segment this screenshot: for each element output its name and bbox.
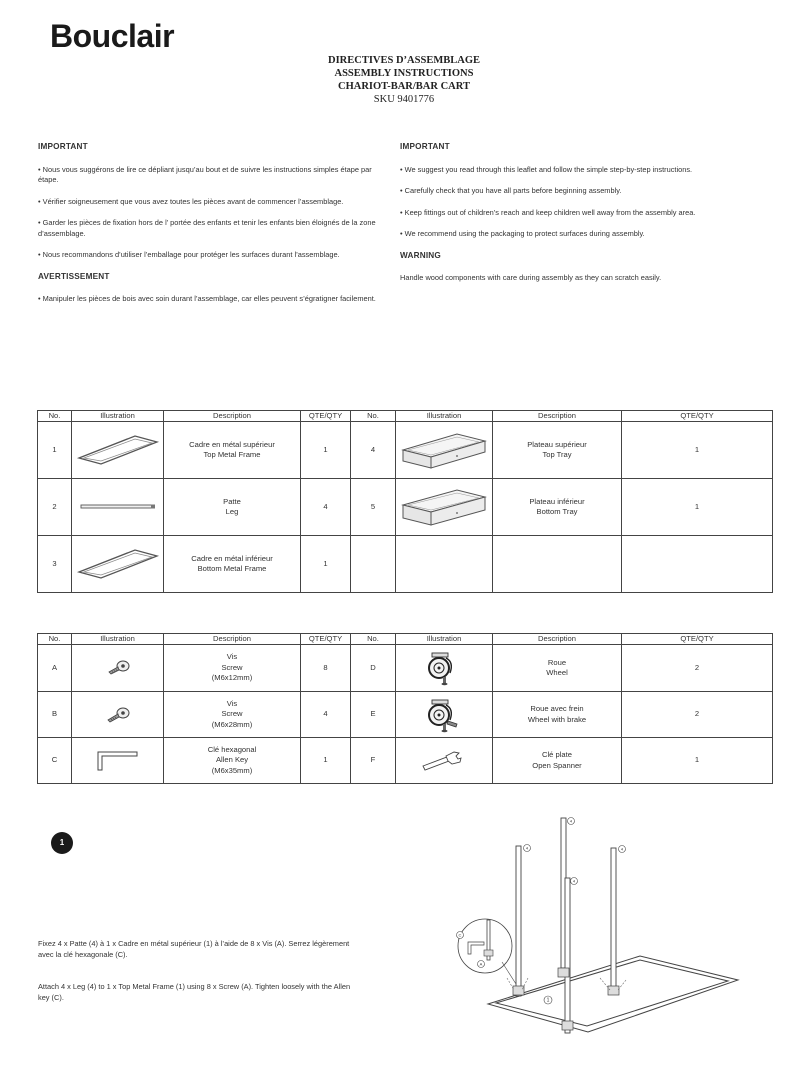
important-heading-fr: IMPORTANT xyxy=(38,142,88,151)
instruction-fr-2: • Vérifier soigneusement que vous avez toutes les pièces avant de commencer l’assemblage. xyxy=(38,196,344,206)
leg-label: 4 xyxy=(569,818,573,824)
hardware-table xyxy=(37,633,773,784)
instruction-en-3: • Keep fittings out of children’s reach and keep children well away from the assembly area. xyxy=(400,207,696,217)
step1-text-fr: Fixez 4 x Patte (4) à 1 x Cadre en métal supérieur (1) à l’aide de 8 x Vis (A). Serrez légèrement avec la clé hexagonale (C). xyxy=(38,939,350,959)
instruction-fr-1: • Nous vous suggérons de lire ce dépliant jusqu’au bout et de suivre les instructions simples étape par étape. xyxy=(38,164,372,184)
document-titles xyxy=(254,54,554,106)
header-illustration: Illustration xyxy=(72,411,164,422)
table-row xyxy=(38,692,773,738)
top-tray-illustration xyxy=(396,422,493,479)
warning-en: Handle wood components with care during assembly as they can scratch easily. xyxy=(400,273,662,282)
allen-key-illustration xyxy=(72,738,164,784)
header-no: No. xyxy=(351,634,396,645)
header-illustration: Illustration xyxy=(396,634,493,645)
screw-icon xyxy=(103,659,133,677)
instructions-french xyxy=(38,142,393,316)
table-row xyxy=(38,422,773,479)
step1-text-en: Attach 4 x Leg (4) to 1 x Top Metal Frame (1) using 8 x Screw (A). Tighten loosely with the Allen key (C). xyxy=(38,982,351,1002)
part-number: D xyxy=(351,645,396,692)
header-description: Description xyxy=(164,411,301,422)
bottom-tray-icon xyxy=(399,485,489,529)
title-product: CHARIOT-BAR/BAR CART xyxy=(338,81,470,92)
step-number-badge: 1 xyxy=(51,832,73,854)
header-qty: QTE/QTY xyxy=(301,411,351,422)
important-heading-en: IMPORTANT xyxy=(400,142,450,151)
part-number: F xyxy=(351,738,396,784)
part-qty: 1 xyxy=(622,479,773,536)
wheel-icon xyxy=(424,648,464,688)
top-frame-illustration xyxy=(72,422,164,479)
screw-icon xyxy=(103,706,133,724)
part-description: Cadre en métal supérieur Top Metal Frame xyxy=(164,422,301,479)
bottom-tray-illustration xyxy=(396,479,493,536)
instruction-fr-4: • Nous recommandons d’utiliser l’emballage pour protéger les surfaces durant l’assemblage. xyxy=(38,250,340,259)
part-qty: 2 xyxy=(622,645,773,692)
leg-label: 4 xyxy=(525,845,529,851)
header-no: No. xyxy=(38,411,72,422)
empty-cell xyxy=(622,536,773,593)
allen-key-icon xyxy=(93,748,143,774)
part-description: Plateau supérieur Top Tray xyxy=(493,422,622,479)
parts-header-row xyxy=(38,411,773,422)
part-number: 4 xyxy=(351,422,396,479)
header-description: Description xyxy=(493,634,622,645)
header-no: No. xyxy=(351,411,396,422)
header-qty: QTE/QTY xyxy=(301,634,351,645)
warning-heading-fr: AVERTISSEMENT xyxy=(38,271,110,281)
bottom-frame-illustration xyxy=(72,536,164,593)
table-row xyxy=(38,536,773,593)
part-number: A xyxy=(38,645,72,692)
top-tray-icon xyxy=(399,428,489,472)
part-description: Clé plate Open Spanner xyxy=(493,738,622,784)
leg-illustration xyxy=(72,479,164,536)
instruction-en-4: • We recommend using the packaging to protect surfaces during assembly. xyxy=(400,229,645,238)
part-qty: 1 xyxy=(301,422,351,479)
warning-heading-en: WARNING xyxy=(400,250,441,260)
leg-icon xyxy=(75,500,161,514)
screw-b-illustration xyxy=(72,692,164,738)
empty-cell xyxy=(396,536,493,593)
part-qty: 4 xyxy=(301,479,351,536)
screw-a-illustration xyxy=(72,645,164,692)
wheel-illustration xyxy=(396,645,493,692)
part-number: 3 xyxy=(38,536,72,593)
instruction-fr-3: • Garder les pièces de fixation hors de l’ portée des enfants et tenir les enfants bien éloignés de la zone d’assemblage. xyxy=(38,218,376,238)
title-english: ASSEMBLY INSTRUCTIONS xyxy=(334,68,474,79)
table-row xyxy=(38,645,773,692)
header-qty: QTE/QTY xyxy=(622,411,773,422)
part-number: 5 xyxy=(351,479,396,536)
sku-number: SKU 9401776 xyxy=(373,94,435,105)
leg-label: 4 xyxy=(572,878,576,884)
table-row xyxy=(38,479,773,536)
part-number: 2 xyxy=(38,479,72,536)
leg-label: 4 xyxy=(620,846,624,852)
top-frame-icon xyxy=(75,430,161,470)
part-description: Cadre en métal inférieur Bottom Metal Frame xyxy=(164,536,301,593)
header-qty: QTE/QTY xyxy=(622,634,773,645)
part-description: Vis Screw (M6x12mm) xyxy=(164,645,301,692)
instruction-en-1: • We suggest you read through this leaflet and follow the simple step-by-step instructions. xyxy=(400,164,693,174)
part-qty: 1 xyxy=(301,738,351,784)
header-illustration: Illustration xyxy=(396,411,493,422)
part-qty: 4 xyxy=(301,692,351,738)
part-description: Plateau inférieur Bottom Tray xyxy=(493,479,622,536)
part-description: Roue avec frein Wheel with brake xyxy=(493,692,622,738)
part-qty: 2 xyxy=(622,692,773,738)
screw-label: A xyxy=(479,961,483,967)
part-qty: 1 xyxy=(622,422,773,479)
wheel-with-brake-illustration xyxy=(396,692,493,738)
empty-cell xyxy=(493,536,622,593)
part-description: Clé hexagonal Allen Key (M6x35mm) xyxy=(164,738,301,784)
title-french: DIRECTIVES D’ASSEMBLAGE xyxy=(328,55,480,66)
frame-label: 1 xyxy=(546,997,550,1004)
bottom-frame-icon xyxy=(75,544,161,584)
key-label: C xyxy=(458,932,462,938)
instructions-english xyxy=(400,142,755,295)
part-qty: 1 xyxy=(622,738,773,784)
header-no: No. xyxy=(38,634,72,645)
part-description: Patte Leg xyxy=(164,479,301,536)
instruction-en-2: • Carefully check that you have all parts before beginning assembly. xyxy=(400,186,622,195)
empty-cell xyxy=(351,536,396,593)
open-spanner-icon xyxy=(419,748,469,774)
wheel-brake-icon xyxy=(424,695,464,735)
part-number: E xyxy=(351,692,396,738)
hardware-header-row xyxy=(38,634,773,645)
part-qty: 1 xyxy=(301,536,351,593)
part-number: B xyxy=(38,692,72,738)
warning-fr: • Manipuler les pièces de bois avec soin durant l’assemblage, car elles peuvent s’égratigner facilement. xyxy=(38,294,376,303)
part-number: 1 xyxy=(38,422,72,479)
part-description: Roue Wheel xyxy=(493,645,622,692)
header-description: Description xyxy=(493,411,622,422)
part-description: Vis Screw (M6x28mm) xyxy=(164,692,301,738)
legs-diagram xyxy=(516,818,616,1033)
part-number: C xyxy=(38,738,72,784)
header-illustration: Illustration xyxy=(72,634,164,645)
open-spanner-illustration xyxy=(396,738,493,784)
table-row xyxy=(38,738,773,784)
parts-table xyxy=(37,410,773,593)
header-description: Description xyxy=(164,634,301,645)
step1-assembly-diagram xyxy=(440,808,780,1066)
part-qty: 8 xyxy=(301,645,351,692)
brand-logo: Bouclair xyxy=(50,18,175,54)
